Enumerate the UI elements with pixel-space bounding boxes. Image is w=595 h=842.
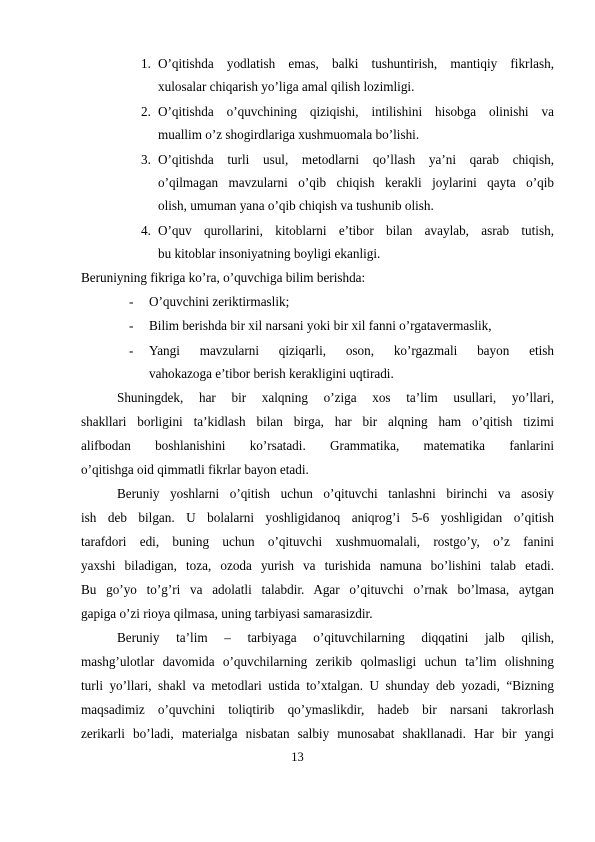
- paragraph-line: maqsadimiz o’quvchini toliqtirib qo’ymaslikdir, hadeb bir narsani takrorlash: [81, 702, 554, 717]
- page-number: 13: [291, 750, 304, 764]
- paragraph-line: o’qitishga oid qimmatli fikrlar bayon etadi.: [81, 462, 309, 477]
- list-item-line: O’qitishda turli usul, metodlarni qo’llash ya’ni qarab chiqish,: [158, 152, 554, 167]
- list-item-line: O’qitishda o’quvchining qiziqishi, intilishini hisobga olinishi va: [158, 104, 554, 119]
- dash-marker: -: [129, 294, 134, 309]
- list-item-line: bu kitoblar insoniyatning boyligi ekanligi.: [158, 246, 381, 261]
- list-item-line: muallim o’z shogirdlariga xushmuomala bo’lishi.: [158, 127, 420, 142]
- paragraph-line: Shuningdek, har bir xalqning o’ziga xos ta’lim usullari, yo’llari,: [117, 390, 554, 405]
- paragraph-line: Beruniy yoshlarni o’qitish uchun o’qituvchi tanlashni birinchi va asosiy: [117, 486, 554, 501]
- paragraph-line: yaxshi biladigan, toza, ozoda yurish va turishida namuna bo’lishini talab etadi.: [81, 558, 554, 573]
- paragraph-line: gapiga o’zi rioya qilmasa, uning tarbiyasi samarasizdir.: [81, 606, 373, 621]
- dash-item-line: vahokazoga e’tibor berish kerakligini uqtiradi.: [149, 366, 394, 381]
- dash-item-line: Yangi mavzularni qiziqarli, oson, ko’rgazmali bayon etish: [149, 343, 554, 358]
- paragraph-line: Beruniy ta’lim – tarbiyaga o’qituvchilarning diqqatini jalb qilish,: [117, 630, 554, 645]
- paragraph-line: mashg’ulotlar davomida o’quvchilarning zerikib qolmasligi uchun ta’lim olishning: [81, 654, 554, 669]
- paragraph-line: ish deb bilgan. U bolalarni yoshligidanoq aniqrog’i 5-6 yoshligidan o’qitish: [81, 510, 554, 525]
- list-item-line: o’qilmagan mavzularni o’qib chiqish kerakli joylarini qayta o’qib: [158, 175, 554, 190]
- list-item-line: O’qitishda yodlatish emas, balki tushuntirish, mantiqiy fikrlash,: [158, 56, 554, 71]
- list-number: 3.: [141, 152, 151, 167]
- list-item-line: xulosalar chiqarish yo’liga amal qilish lozimligi.: [158, 79, 415, 94]
- paragraph-line: turli yo’llari, shakl va metodlari ustida to’xtalgan. U shunday deb yozadi, “Bizning: [81, 678, 554, 693]
- dash-marker: -: [129, 318, 134, 333]
- dash-item-line: Bilim berishda bir xil narsani yoki bir xil fanni o’rgatavermaslik,: [149, 318, 492, 333]
- paragraph-line: alifbodan boshlanishini ko’rsatadi. Grammatika, matematika fanlarini: [81, 438, 554, 453]
- dash-item-line: O’quvchini zeriktirmaslik;: [149, 294, 290, 309]
- intro-line: Beruniyning fikriga ko’ra, o’quvchiga bilim berishda:: [81, 270, 366, 285]
- list-item-line: olish, umuman yana o’qib chiqish va tushunib olish.: [158, 198, 434, 213]
- list-number: 2.: [141, 104, 151, 119]
- paragraph-line: Bu go’yo to’g’ri va adolatli talabdir. Agar o’qituvchi o’rnak bo’lmasa, aytgan: [81, 582, 554, 597]
- dash-marker: -: [129, 343, 134, 358]
- paragraph-line: tarafdori edi, buning uchun o’qituvchi xushmuomalali, rostgo’y, o’z fanini: [81, 534, 554, 549]
- list-number: 1.: [141, 56, 151, 71]
- list-number: 4.: [141, 223, 151, 238]
- list-item-line: O’quv qurollarini, kitoblarni e’tibor bilan avaylab, asrab tutish,: [158, 223, 554, 238]
- paragraph-line: shakllari borligini ta’kidlash bilan birga, har bir alqning ham o’qitish tizimi: [81, 414, 554, 429]
- paragraph-line: zerikarli bo’ladi, materialga nisbatan salbiy munosabat shakllanadi. Har bir yangi: [81, 726, 554, 741]
